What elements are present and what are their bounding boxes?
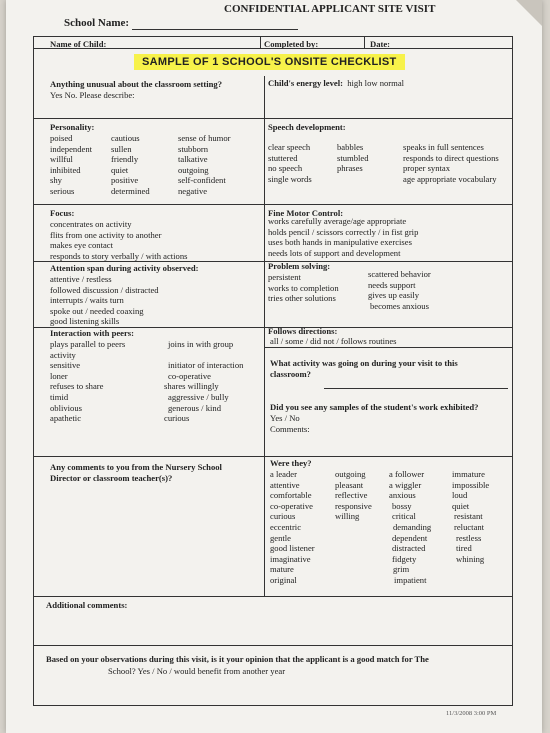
name-of-child-label: Name of Child:	[50, 39, 107, 49]
fine-motor-heading: Fine Motor Control:	[268, 208, 344, 218]
speech-col-2	[337, 142, 369, 174]
peers-col-1	[50, 339, 125, 424]
activity-answer-line	[324, 388, 508, 389]
unusual-answer: Yes No. Please describe:	[50, 90, 135, 100]
trait-option: willing	[335, 511, 360, 522]
peers-option: co-operative	[168, 370, 211, 381]
checklist-page	[6, 0, 542, 733]
focus-option: makes eye contact	[50, 240, 113, 251]
additional-comments-label: Additional comments:	[46, 600, 128, 610]
personality-option: cautious	[111, 133, 140, 143]
trait-option: restless	[456, 532, 482, 543]
speech-option: proper syntax	[403, 163, 451, 174]
date-label: Date:	[370, 39, 391, 49]
trait-option: quiet	[452, 500, 470, 511]
trait-option: demanding	[393, 521, 432, 532]
unusual-question: Anything unusual about the classroom setting?	[50, 79, 222, 89]
trait-option: fidgety	[392, 553, 417, 564]
directions-heading: Follows directions:	[268, 326, 338, 336]
peers-option: timid	[50, 391, 69, 402]
trait-option: eccentric	[270, 521, 302, 532]
trait-option: loud	[452, 490, 468, 501]
attention-option: attentive / restless	[50, 274, 112, 284]
trait-option: reflective	[335, 490, 368, 501]
fine-motor-option: needs lots of support and development	[268, 247, 401, 258]
attention-option: followed discussion / distracted	[50, 284, 159, 295]
personality-option: sense of humor	[178, 133, 231, 143]
personality-col-1	[50, 133, 92, 197]
focus-option: responds to story verbally / with actions	[50, 250, 188, 261]
personality-option: independent	[50, 143, 92, 154]
problem-option: tries other solutions	[268, 293, 336, 304]
attention-option: good listening skills	[50, 316, 120, 327]
problem-option: becomes anxious	[370, 300, 429, 311]
trait-option: co-operative	[270, 500, 313, 511]
personality-heading: Personality:	[50, 122, 95, 132]
nursery-question: Any comments to you from the Nursery School	[50, 462, 222, 472]
problem-col-2	[368, 269, 431, 311]
trait-option: whining	[456, 553, 485, 564]
speech-option: phrases	[337, 163, 363, 174]
personality-option: outgoing	[178, 164, 209, 175]
peers-option: aggressive / bully	[168, 391, 229, 402]
trait-option: attentive	[270, 479, 300, 490]
personality-option: sullen	[111, 143, 132, 154]
peers-option: loner	[50, 370, 68, 381]
opinion-answer: School? Yes / No / would benefit from another year	[108, 666, 286, 676]
personality-option: negative	[178, 185, 208, 196]
attention-option: spoke out / needed coaxing	[50, 305, 144, 316]
trait-option: reluctant	[454, 521, 485, 532]
peers-option: curious	[164, 413, 190, 424]
sample-banner	[134, 52, 405, 70]
trait-option: a follower	[389, 469, 425, 479]
trait-option: curious	[270, 511, 296, 522]
speech-option: single words	[268, 173, 312, 184]
were-they-heading: Were they?	[270, 458, 312, 468]
fine-motor-option: uses both hands in manipulative exercises	[268, 237, 412, 248]
divider	[33, 596, 512, 597]
completed-by-label: Completed by:	[264, 39, 319, 49]
trait-option: a wiggler	[389, 479, 422, 490]
trait-option: responsive	[335, 500, 372, 511]
peers-option: sensitive	[50, 360, 81, 371]
trait-option: anxious	[389, 490, 416, 501]
trait-option: dependent	[392, 532, 428, 543]
fine-motor-option: holds pencil / scissors correctly / in fist grip	[268, 226, 419, 237]
speech-option: stuttered	[268, 152, 298, 163]
trait-option: outgoing	[335, 469, 366, 479]
speech-col-3	[403, 142, 499, 184]
problem-option: needs support	[368, 279, 416, 290]
trait-option: tired	[456, 543, 472, 554]
activity-question: What activity was going on during your visit to this	[270, 358, 458, 368]
attention-options	[50, 274, 159, 327]
energy-options: high low normal	[347, 78, 405, 88]
peers-heading: Interaction with peers:	[50, 328, 135, 338]
peers-option: plays parallel to peers	[50, 339, 126, 349]
problem-option: scattered behavior	[368, 269, 431, 279]
attention-heading: Attention span during activity observed:	[50, 263, 199, 273]
samples-answer: Yes / No	[270, 413, 300, 423]
peers-option: apathetic	[50, 413, 82, 424]
trait-option: impatient	[394, 574, 427, 585]
focus-option: concentrates on activity	[50, 219, 132, 229]
fine-motor-options	[268, 216, 418, 258]
personality-option: shy	[50, 175, 62, 186]
divider	[33, 456, 512, 457]
trait-option: a leader	[270, 469, 297, 479]
divider	[264, 347, 512, 348]
divider	[33, 48, 512, 49]
personality-option: willful	[50, 154, 73, 165]
fine-motor-option: works carefully average/age appropriate	[268, 216, 407, 226]
trait-option: critical	[392, 511, 416, 522]
document-title: CONFIDENTIAL APPLICANT SITE VISIT	[224, 3, 436, 15]
peers-col-2	[164, 339, 244, 424]
speech-option: age appropriate vocabulary	[403, 173, 497, 184]
center-divider	[264, 76, 265, 456]
speech-heading: Speech development:	[268, 122, 346, 132]
trait-option: comfortable	[270, 490, 312, 501]
opinion-question: Based on your observations during this visit, is it your opinion that the applicant is a good match for The	[46, 654, 429, 664]
personality-option: determined	[111, 185, 150, 196]
directions-options: all / some / did not / follows routines	[270, 336, 397, 346]
center-divider	[264, 456, 265, 596]
peers-option: activity	[50, 349, 76, 360]
personality-option: serious	[50, 185, 75, 196]
personality-option: talkative	[178, 154, 208, 165]
attention-option: interrupts / waits turn	[50, 295, 124, 306]
speech-option: no speech	[268, 163, 303, 174]
samples-question: Did you see any samples of the student's work exhibited?	[270, 402, 479, 412]
print-timestamp: 11/3/2008 3:00 PM	[446, 710, 497, 717]
peers-option: refuses to share	[50, 381, 104, 392]
sample-banner-text: SAMPLE OF 1 SCHOOL'S ONSITE CHECKLIST	[134, 54, 405, 70]
personality-option: positive	[111, 175, 139, 186]
trait-option: gentle	[270, 532, 291, 543]
peers-option: generous / kind	[168, 402, 221, 413]
personality-option: stubborn	[178, 143, 209, 154]
focus-options	[50, 219, 187, 261]
trait-option: bossy	[392, 500, 412, 511]
trait-option: impossible	[452, 479, 490, 490]
speech-option: babbles	[337, 142, 364, 152]
trait-option: resistant	[454, 511, 483, 522]
speech-option: speaks in full sentences	[403, 142, 484, 152]
were-they-col-1	[270, 469, 315, 586]
focus-option: flits from one activity to another	[50, 229, 162, 240]
school-name-label: School Name:	[64, 17, 130, 29]
activity-question-cont: classroom?	[270, 369, 311, 379]
were-they-col-4	[452, 469, 489, 564]
page-corner-fold	[516, 0, 542, 26]
divider	[33, 204, 512, 205]
divider	[33, 118, 512, 119]
trait-option: distracted	[392, 543, 426, 554]
speech-option: responds to direct questions	[403, 152, 499, 163]
divider	[364, 36, 365, 48]
problem-option: works to completion	[268, 282, 339, 293]
were-they-col-2	[335, 469, 372, 522]
personality-option: inhibited	[50, 164, 81, 175]
divider	[260, 36, 261, 48]
trait-option: immature	[452, 469, 485, 479]
peers-option	[168, 350, 243, 361]
personality-option: poised	[50, 133, 73, 143]
speech-option: clear speech	[268, 142, 311, 152]
peers-option: oblivious	[50, 402, 82, 413]
trait-option: original	[270, 574, 297, 585]
energy-label: Child's energy level:	[268, 78, 343, 88]
school-name-line	[132, 29, 298, 30]
peers-option: shares willingly	[164, 381, 219, 392]
problem-option: gives up easily	[368, 290, 420, 301]
speech-col-1	[268, 142, 312, 184]
peers-option: joins in with group	[168, 339, 234, 349]
trait-option: imaginative	[270, 553, 311, 564]
trait-option: grim	[393, 564, 410, 575]
were-they-col-3	[389, 469, 431, 586]
problem-col-1	[268, 272, 339, 304]
personality-option: friendly	[111, 154, 139, 165]
personality-option: self-confident	[178, 175, 226, 186]
divider	[33, 645, 512, 646]
personality-col-3	[178, 133, 231, 197]
speech-option: stumbled	[337, 152, 369, 163]
samples-comments-label: Comments:	[270, 424, 310, 434]
personality-option: quiet	[111, 164, 129, 175]
focus-heading: Focus:	[50, 208, 75, 218]
peers-option: initiator of interaction	[168, 360, 244, 371]
problem-option: persistent	[268, 272, 301, 282]
nursery-question-cont: Director or classroom teacher(s)?	[50, 473, 173, 483]
trait-option: pleasant	[335, 479, 364, 490]
trait-option: good listener	[270, 543, 315, 554]
problem-heading: Problem solving:	[268, 261, 331, 271]
personality-col-2	[111, 133, 150, 197]
trait-option: mature	[270, 564, 294, 575]
